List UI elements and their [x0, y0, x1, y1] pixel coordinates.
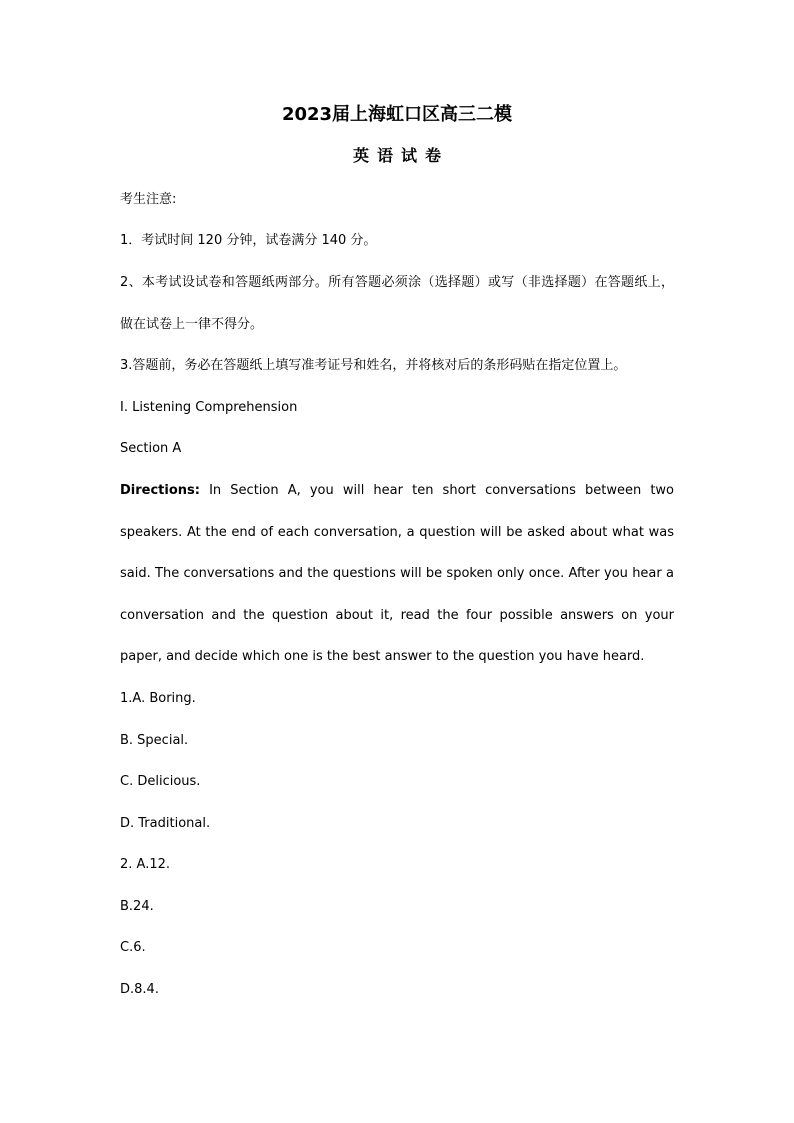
- section-heading: Section A: [120, 441, 182, 456]
- question-1-option-c: C. Delicious.: [120, 774, 201, 789]
- exam-subtitle: 英语试卷: [352, 146, 449, 165]
- question-1-option-b: B. Special.: [120, 733, 189, 748]
- question-2-option-a: 2. A.12.: [120, 857, 171, 872]
- question-2-option-c: C.6.: [120, 940, 146, 955]
- directions-label: Directions:: [120, 483, 200, 498]
- notice-item-3: 3.答题前，务必在答题纸上填写准考证号和姓名，并将核对后的条形码贴在指定位置上。: [120, 358, 627, 373]
- part-heading: I. Listening Comprehension: [120, 400, 298, 415]
- exam-title: 2023届上海虹口区高三二模: [281, 104, 513, 125]
- question-2-option-d: D.8.4.: [120, 982, 159, 997]
- directions-paragraph: [120, 470, 674, 678]
- question-1-option-d: D. Traditional.: [120, 816, 211, 831]
- question-2-option-b: B.24.: [120, 899, 154, 914]
- notice-item-2: 2、本考试设试卷和答题纸两部分。所有答题必须涂（选择题）或写（非选择题）在答题纸上，做在试卷上一律不得分。: [120, 275, 674, 332]
- notice-heading: 考生注意:: [120, 192, 177, 207]
- notice-item-1: 1．考试时间 120 分钟，试卷满分 140 分。: [120, 233, 377, 248]
- directions-text: In Section A, you will hear ten short conversations between two speakers. At the end of each conversation, a question will be asked about what was said. The conversations and the questions will be spoken only once. After you hear a conversation and the question about it, read the four possible answers on your paper, and decide which one is the best answer to the question you have heard.: [120, 483, 674, 665]
- question-1-option-a: 1.A. Boring.: [120, 691, 196, 706]
